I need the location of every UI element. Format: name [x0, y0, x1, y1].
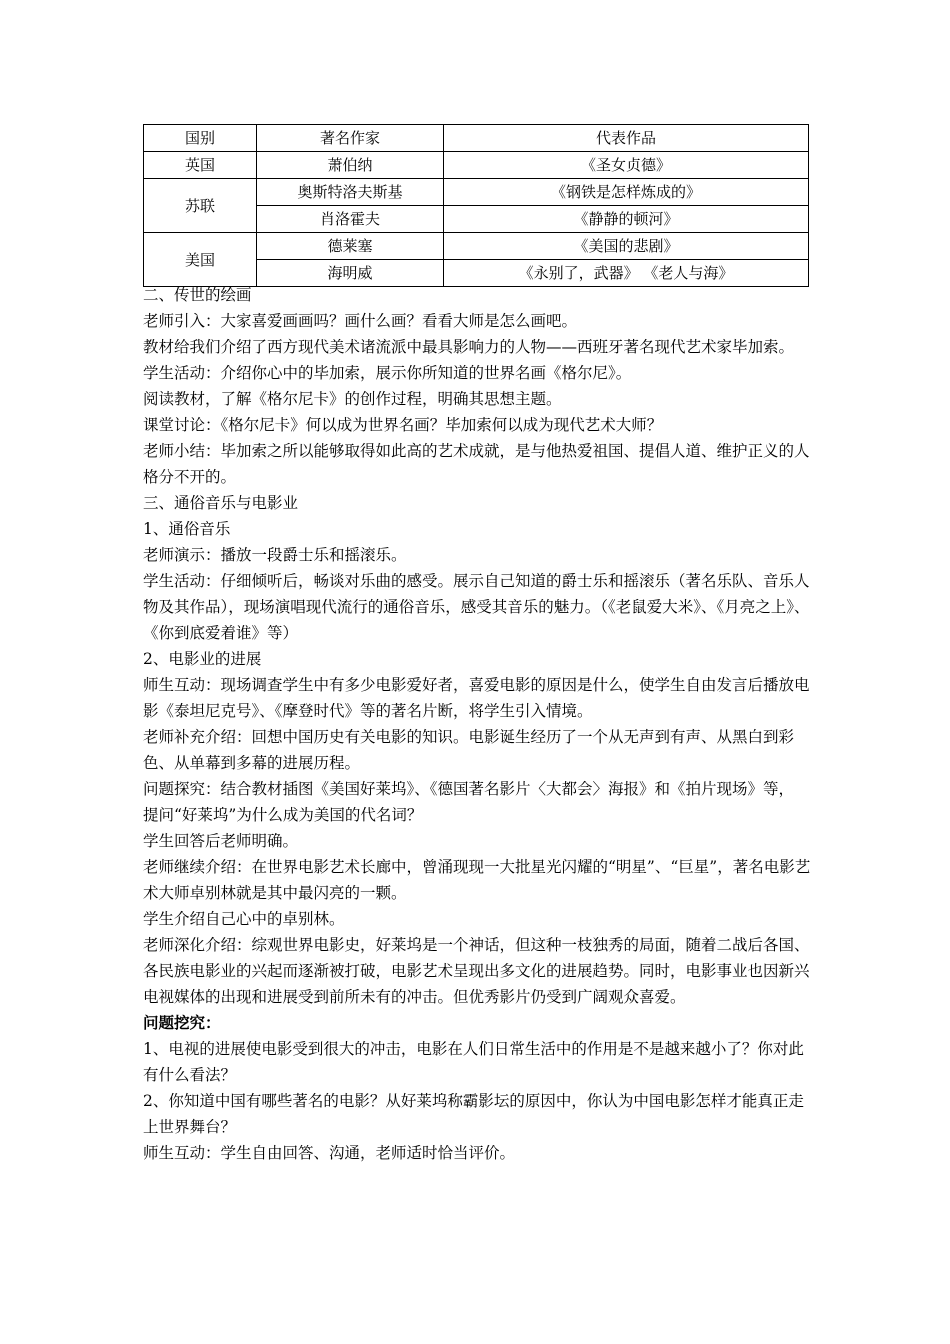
author-cell: 奥斯特洛夫斯基: [257, 179, 444, 206]
country-cell: 美国: [144, 233, 257, 287]
header-author: 著名作家: [257, 125, 444, 152]
paragraph: 师生互动：学生自由回答、沟通，老师适时恰当评价。: [143, 1144, 516, 1162]
author-cell: 肖洛霍夫: [257, 206, 444, 233]
paragraph: 老师深化介绍：综观世界电影史，好莱坞是一个神话，但这种一枝独秀的局面，随着二战后各国、各民族电影业的兴起而逐渐被打破，电影艺术呈现出多文化的进展趋势。同时，电影事业也因新兴电视媒体的出现和进展受到前所未有的冲击。但优秀影片仍受到广阔观众喜爱。: [143, 936, 810, 1006]
table-row: [144, 179, 809, 206]
work-cell: 《美国的悲剧》: [444, 233, 809, 260]
paragraph: 问题探究：结合教材插图《美国好莱坞》、《德国著名影片〈大都会〉海报》和《拍片现场》等，: [143, 780, 795, 798]
table-row: [144, 233, 809, 260]
paragraph: 老师补充介绍：回想中国历史有关电影的知识。电影诞生经历了一个从无声到有声、从黑白到彩色、从单幕到多幕的进展历程。: [143, 728, 795, 772]
work-cell: 《静静的顿河》: [444, 206, 809, 233]
paragraph: 学生介绍自己心中的卓别林。: [143, 910, 345, 928]
paragraph: 1、电视的进展使电影受到很大的冲击，电影在人们日常生活中的作用是不是越来越小了？你对此有什么看法？: [143, 1040, 804, 1084]
paragraph: 学生活动：介绍你心中的毕加索，展示你所知道的世界名画《格尔尼》。: [143, 364, 632, 382]
work-cell: 《永别了，武器》 《老人与海》: [444, 260, 809, 287]
author-cell: 海明威: [257, 260, 444, 287]
header-work: 代表作品: [444, 125, 809, 152]
paragraph: 阅读教材，了解《格尔尼卡》的创作过程，明确其思想主题。: [143, 390, 562, 408]
paragraph: 教材给我们介绍了西方现代美术诸流派中最具影响力的人物——西班牙著名现代艺术家毕加索。: [143, 338, 795, 356]
paragraph: 老师演示：播放一段爵士乐和摇滚乐。: [143, 546, 407, 564]
section-heading: 三、通俗音乐与电影业: [143, 494, 299, 512]
paragraph: 师生互动：现场调查学生中有多少电影爱好者，喜爱电影的原因是什么，使学生自由发言后播放电影《泰坦尼克号》、《摩登时代》等的著名片断，将学生引入情境。: [143, 676, 810, 720]
subsection-heading: 2、电影业的进展: [143, 650, 262, 668]
author-cell: 萧伯纳: [257, 152, 444, 179]
paragraph: 课堂讨论：《格尔尼卡》何以成为世界名画？毕加索何以成为现代艺术大师？: [143, 416, 663, 434]
paragraph: 老师继续介绍：在世界电影艺术长廊中，曾涌现现一大批星光闪耀的“明星”、“巨星”，著名电影艺术大师卓别林就是其中最闪亮的一颗。: [143, 858, 811, 902]
section-heading: 二、传世的绘画: [143, 286, 252, 304]
table-header-row: [144, 125, 809, 152]
work-cell: 《钢铁是怎样炼成的》: [444, 179, 809, 206]
paragraph: 学生回答后老师明确。: [143, 832, 299, 850]
country-cell: 苏联: [144, 179, 257, 233]
subsection-heading: 1、通俗音乐: [143, 520, 231, 538]
author-cell: 德莱塞: [257, 233, 444, 260]
paragraph: 2、你知道中国有哪些著名的电影？从好莱坞称霸影坛的原因中，你认为中国电影怎样才能真正走上世界舞台？: [143, 1092, 804, 1136]
table-row: [144, 152, 809, 179]
problem-heading: 问题挖究：: [143, 1013, 221, 1032]
header-country: 国别: [144, 125, 257, 152]
paragraph: 老师小结：毕加索之所以能够取得如此高的艺术成就，是与他热爱祖国、提倡人道、维护正义的人格分不开的。: [143, 442, 810, 486]
paragraph: 老师引入：大家喜爱画画吗？画什么画？看看大师是怎么画吧。: [143, 312, 578, 330]
country-cell: 英国: [144, 152, 257, 179]
work-cell: 《圣女贞德》: [444, 152, 809, 179]
paragraph: 学生活动：仔细倾听后，畅谈对乐曲的感受。展示自己知道的爵士乐和摇滚乐（著名乐队、音乐人物及其作品），现场演唱现代流行的通俗音乐，感受其音乐的魅力。（《老鼠爱大米》、《月亮之上》、《你到底爱着谁》等）: [143, 572, 810, 642]
writers-table: [143, 124, 809, 287]
paragraph: 提问“好莱坞”为什么成为美国的代名词？: [143, 806, 423, 824]
body-text: [143, 282, 813, 1166]
